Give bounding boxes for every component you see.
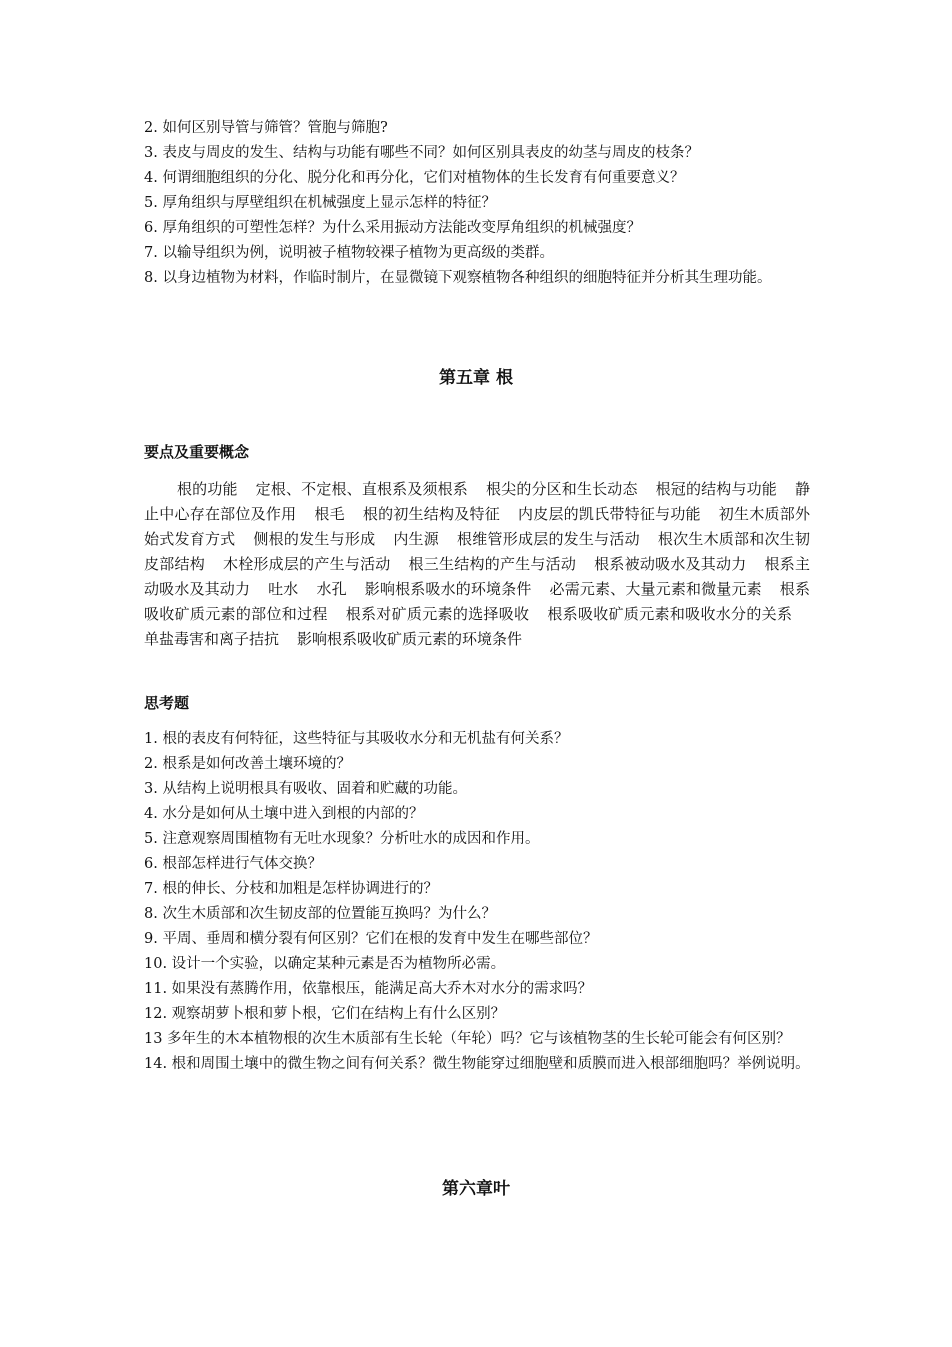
concept-term: 根冠的结构与功能 [655,480,777,498]
concept-term: 根系吸收矿质元素的部位和过程 [144,580,810,623]
question-item: 14. 根和周围土壤中的微生物之间有何关系？微生物能穿过细胞壁和质膜而进入根部细胞吗？举例说明。 [144,1056,810,1072]
question-item: 4. 何谓细胞组织的分化、脱分化和再分化，它们对植物体的生长发育有何重要意义？ [144,170,685,186]
question-item: 7. 根的伸长、分枝和加粗是怎样协调进行的？ [144,881,438,897]
concept-term: 根三生结构的产生与活动 [408,555,577,573]
concept-term: 水孔 [316,580,347,598]
concept-term: 定根、不定根、直根系及须根系 [255,480,468,498]
concept-term: 根次生木质部和次生韧皮部结构 [144,530,810,573]
question-item: 5. 厚角组织与厚壁组织在机械强度上显示怎样的特征？ [144,195,496,211]
chapter-title: 第五章 根 [439,368,513,388]
question-item: 1. 根的表皮有何特征，这些特征与其吸收水分和无机盐有何关系？ [144,731,569,747]
concept-term: 木栓形成层的产生与活动 [222,555,391,573]
question-item: 10. 设计一个实验，以确定某种元素是否为植物所必需。 [144,956,506,972]
concept-term: 必需元素、大量元素和微量元素 [549,580,762,598]
concept-term: 根维管形成层的发生与活动 [457,530,640,548]
concept-term: 单盐毒害和离子拮抗 [144,630,280,648]
question-item: 6. 根部怎样进行气体交换？ [144,856,322,872]
question-item: 5. 注意观察周围植物有无吐水现象？分析吐水的成因和作用。 [144,831,540,847]
question-item: 3. 从结构上说明根具有吸收、固着和贮藏的功能。 [144,781,467,797]
concept-term: 根尖的分区和生长动态 [485,480,638,498]
concept-term: 根系主动吸水及其动力 [144,555,810,598]
question-item: 8. 以身边植物为材料，作临时制片，在显微镜下观察植物各种组织的细胞特征并分析其生理功能。 [144,270,772,286]
concept-term: 侧根的发生与形成 [253,530,376,548]
question-item: 7. 以输导组织为例，说明被子植物较裸子植物为更高级的类群。 [144,245,554,261]
question-item: 13 多年生的木本植物根的次生木质部有生长轮（年轮）吗？它与该植物茎的生长轮可能会有何区别？ [144,1031,791,1047]
concept-term: 静止中心存在部位及作用 [144,480,810,523]
question-item: 4. 水分是如何从土壤中进入到根的内部的？ [144,806,424,822]
question-item: 6. 厚角组织的可塑性怎样？为什么采用振动方法能改变厚角组织的机械强度？ [144,220,641,236]
question-item: 9. 平周、垂周和横分裂有何区别？它们在根的发育中发生在哪些部位？ [144,931,598,947]
concept-term: 初生木质部外始式发育方式 [144,505,810,548]
concept-term: 根系吸收矿质元素和吸收水分的关系 [547,605,792,623]
question-item: 12. 观察胡萝卜根和萝卜根，它们在结构上有什么区别？ [144,1006,506,1022]
key-concepts-paragraph [144,477,810,652]
concept-term: 根系对矿质元素的选择吸收 [345,605,530,623]
concept-term: 内皮层的凯氏带特征与功能 [517,505,701,523]
question-item: 2. 根系是如何改善土壤环境的？ [144,756,351,772]
question-item: 3. 表皮与周皮的发生、结构与功能有哪些不同？如何区别具表皮的幼茎与周皮的枝条？ [144,145,699,161]
previous-questions-list [144,116,810,291]
chapter-title: 第六章叶 [442,1179,510,1199]
key-points-heading: 要点及重要概念 [144,443,250,461]
concept-term: 影响根系吸水的环境条件 [364,580,532,598]
questions-heading: 思考题 [144,694,190,712]
question-item: 11. 如果没有蒸腾作用，依靠根压，能满足高大乔木对水分的需求吗？ [144,981,593,997]
concept-term: 根系被动吸水及其动力 [594,555,747,573]
questions-list [144,727,810,1077]
question-item: 2. 如何区别导管与筛管？管胞与筛胞? [144,120,388,136]
question-item: 8. 次生木质部和次生韧皮部的位置能互换吗？为什么？ [144,906,496,922]
concept-term: 吐水 [268,580,299,598]
concept-term: 根的初生结构及特征 [362,505,500,523]
concept-term: 内生源 [393,530,440,548]
concept-term: 影响根系吸收矿质元素的环境条件 [297,630,523,648]
concept-term: 根的功能 [177,480,238,498]
concept-term: 根毛 [314,505,345,523]
